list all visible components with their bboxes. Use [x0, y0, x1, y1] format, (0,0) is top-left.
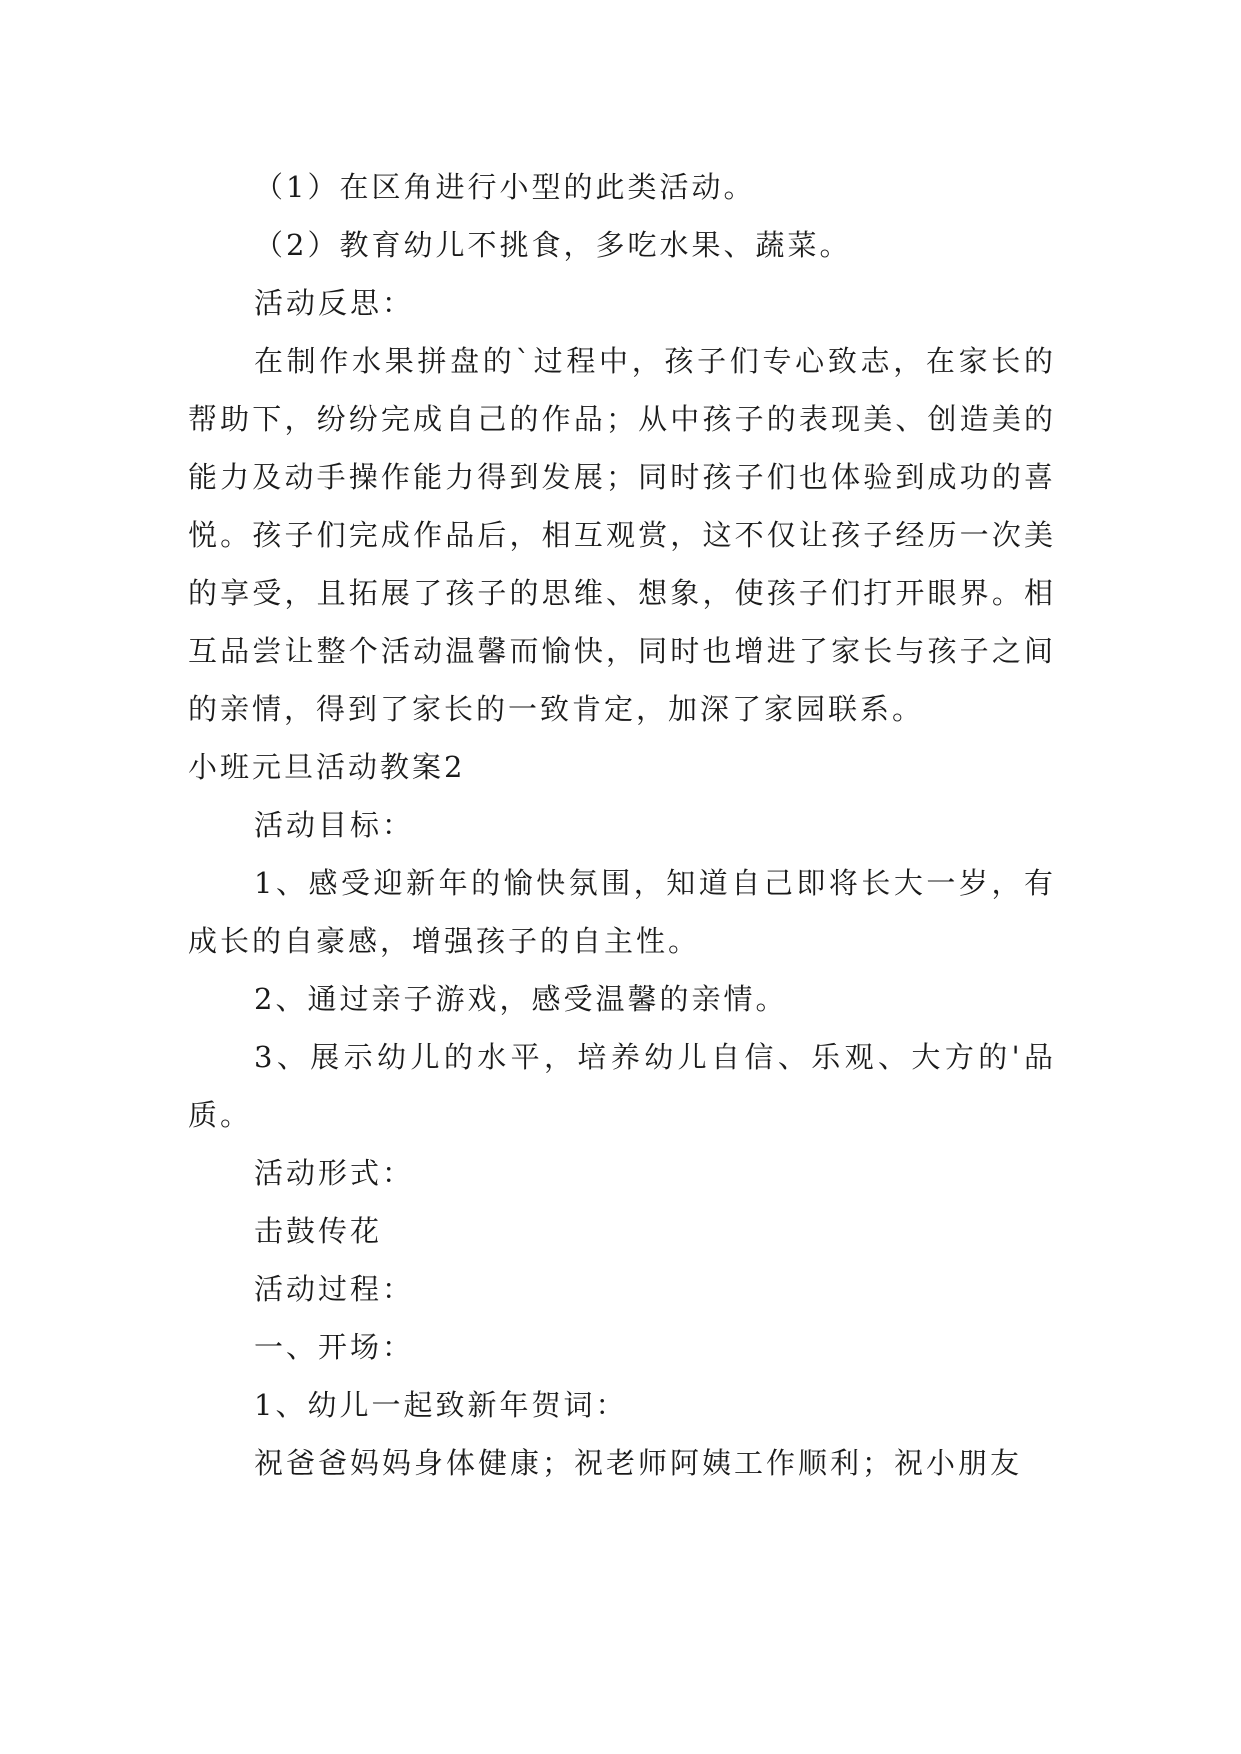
goal-item-2: 2、通过亲子游戏，感受温馨的亲情。	[254, 982, 788, 1016]
section-label-process: 活动过程：	[254, 1272, 415, 1306]
paragraph-extension-1: （1）在区角进行小型的此类活动。	[254, 170, 756, 204]
process-step-opening: 一、开场：	[254, 1330, 415, 1364]
paragraph-extension-2: （2）教育幼儿不挑食，多吃水果、蔬菜。	[254, 228, 852, 262]
section-title: 小班元旦活动教案2	[188, 750, 466, 784]
document-body	[188, 158, 1056, 1492]
process-substep-1: 1、幼儿一起致新年贺词：	[254, 1388, 628, 1422]
section-label-format: 活动形式：	[254, 1156, 415, 1190]
section-label-reflection: 活动反思：	[254, 286, 415, 320]
goal-item-3: 3、展示幼儿的水平，培养幼儿自信、乐观、大方的'品质。	[188, 1040, 1056, 1132]
goal-item-1: 1、感受迎新年的愉快氛围，知道自己即将长大一岁，有成长的自豪感，增强孩子的自主性。	[188, 866, 1056, 958]
section-label-goals: 活动目标：	[254, 808, 415, 842]
greeting-text: 祝爸爸妈妈身体健康；祝老师阿姨工作顺利；祝小朋友	[254, 1446, 1023, 1480]
paragraph-reflection: 在制作水果拼盘的`过程中，孩子们专心致志，在家长的帮助下，纷纷完成自己的作品；从中孩子的表现美、创造美的能力及动手操作能力得到发展；同时孩子们也体验到成功的喜悦。孩子们完成作品后，相互观赏，这不仅让孩子经历一次美的享受，且拓展了孩子的思维、想象，使孩子们打开眼界。相互品尝让整个活动温馨而愉快，同时也增进了家长与孩子之间的亲情，得到了家长的一致肯定，加深了家园联系。	[188, 344, 1056, 726]
format-value: 击鼓传花	[254, 1214, 383, 1248]
